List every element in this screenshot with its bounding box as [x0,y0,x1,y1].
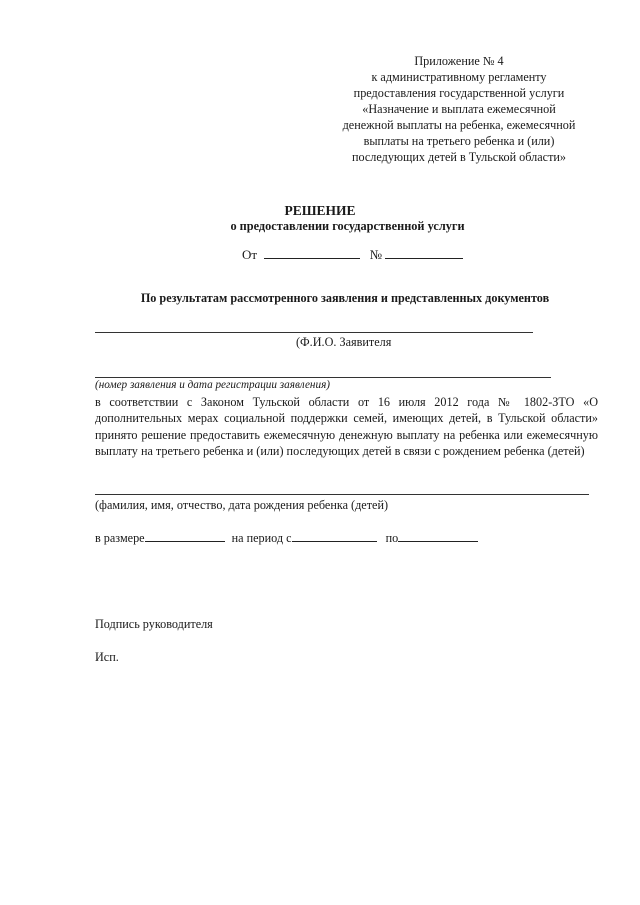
period-to-label: по [385,531,399,545]
child-info-line[interactable] [95,494,589,495]
appendix-line: Приложение № 4 [414,54,504,68]
applicant-name-line[interactable] [95,332,533,333]
decision-body-text: в соответствии с Законом Тульской области от 16 июля 2012 года № 1802-ЗТО «О дополнительных мерах социальной поддержки семей, имеющих детей, в Тульской области» принято решение предоставить ежемесячную денежную выплату на ребенка или ежемесячную выплату на третьего ребенка и (или) последующих детей в связи с рождением ребенка (детей) [95,395,598,459]
decision-subtitle: о предоставлении государственной услуги [230,219,465,233]
amount-blank[interactable] [145,529,225,542]
appendix-header [330,53,588,165]
number-blank[interactable] [385,246,463,259]
decision-title: РЕШЕНИЕ [284,203,356,218]
appendix-line: предоставления государственной услуги [353,86,565,100]
date-blank[interactable] [264,246,360,259]
child-caption: (фамилия, имя, отчество, дата рождения ребенка (детей) [95,498,389,512]
appendix-line: выплаты на третьего ребенка и (или) [363,134,555,148]
amount-label: в размере [95,531,145,545]
appendix-line: последующих детей в Тульской области» [351,150,567,164]
number-label: № [369,247,382,262]
amount-period-line [95,529,478,546]
period-from-label: на период с [231,531,292,545]
appendix-line: денежной выплаты на ребенка, ежемесячной [342,118,576,132]
application-caption: (номер заявления и дата регистрации заявления) [95,379,331,391]
appendix-line: «Назначение и выплата ежемесячной [362,102,556,116]
date-number-line [242,246,463,263]
applicant-caption: (Ф.И.О. Заявителя [296,335,392,349]
application-number-line[interactable] [95,377,551,378]
basis-heading: По результатам рассмотренного заявления и представленных документов [140,291,550,305]
period-to-blank[interactable] [398,529,478,542]
date-label: От [242,247,258,262]
period-from-blank[interactable] [292,529,377,542]
signature-label: Подпись руководителя [95,617,213,631]
executor-label: Исп. [95,650,119,664]
appendix-line: к административному регламенту [371,70,547,84]
